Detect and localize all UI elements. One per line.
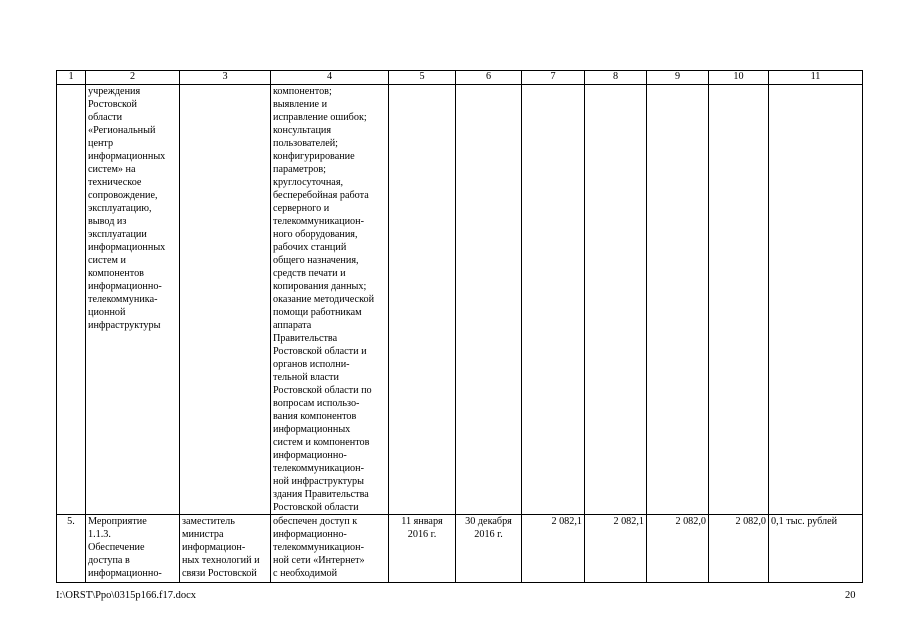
column-number-row — [57, 71, 863, 85]
table-cell — [647, 85, 709, 515]
amount-cell: 2 082,1 — [522, 515, 585, 583]
table-cell — [769, 85, 863, 515]
table-row — [57, 515, 863, 583]
responsible-cell: заместитель министра информацион- ных технологий и связи Ростовской — [180, 515, 271, 583]
column-number: 10 — [709, 71, 769, 85]
table-cell — [57, 85, 86, 515]
start-date-cell: 11 января 2016 г. — [389, 515, 456, 583]
footer-file-path: I:\ORST\Ppo\0315p166.f17.docx — [56, 590, 197, 601]
table-cell — [180, 85, 271, 515]
column-number: 3 — [180, 71, 271, 85]
remainder-cell: 0,1 тыс. рублей — [769, 515, 863, 583]
column-number: 9 — [647, 71, 709, 85]
measure-description-cell: Мероприятие 1.1.3. Обеспечение доступа в информационно- — [86, 515, 180, 583]
expected-result-cell: компонентов; выявление и исправление ошибок; консультация пользователей; конфигурирование параметров; круглосуточная, бесперебойная работа серверного и телекоммуникацион- ного оборудования, рабочих станций общего назначения, средств печати и копирования данных; оказание методической помощи работникам аппарата Правительства Ростовской области и органов исполни- тельной власти Ростовской области по вопросам использо- вания компонентов информационных систем и компонентов информационно- телекоммуникацион- ной инфраструктуры здания Правительства Ростовской области — [271, 85, 389, 515]
table-cell — [709, 85, 769, 515]
column-number: 6 — [456, 71, 522, 85]
row-number-cell: 5. — [57, 515, 86, 583]
plan-table — [56, 70, 863, 583]
expected-result-cell: обеспечен доступ к информационно- телекоммуникацион- ной сети «Интернет» с необходимой — [271, 515, 389, 583]
document-page — [56, 70, 862, 583]
column-number: 4 — [271, 71, 389, 85]
table-cell — [585, 85, 647, 515]
end-date-cell: 30 декабря 2016 г. — [456, 515, 522, 583]
table-cell — [522, 85, 585, 515]
column-number: 1 — [57, 71, 86, 85]
page-number: 20 — [845, 590, 856, 601]
amount-cell: 2 082,1 — [585, 515, 647, 583]
column-number: 7 — [522, 71, 585, 85]
column-number: 8 — [585, 71, 647, 85]
amount-cell: 2 082,0 — [709, 515, 769, 583]
column-number: 5 — [389, 71, 456, 85]
amount-cell: 2 082,0 — [647, 515, 709, 583]
table-cell — [389, 85, 456, 515]
column-number: 2 — [86, 71, 180, 85]
measure-description-cell: учреждения Ростовской области «Региональный центр информационных систем» на техническое сопровождение, эксплуатацию, вывод из эксплуатации информационных систем и компонентов информационно- телекоммуника- ционной инфраструктуры — [86, 85, 180, 515]
column-number: 11 — [769, 71, 863, 85]
table-row — [57, 85, 863, 515]
table-cell — [456, 85, 522, 515]
